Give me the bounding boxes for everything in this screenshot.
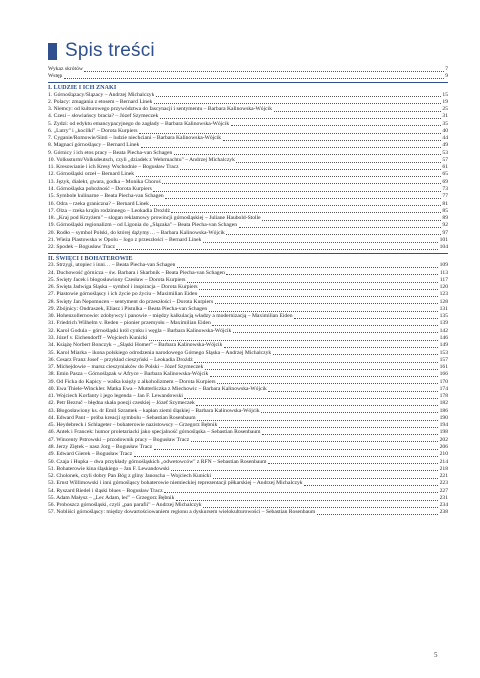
toc-entry[interactable]	[48, 171, 448, 178]
toc-entry-page: 117	[439, 276, 448, 283]
toc-entry-page: 104	[439, 244, 448, 251]
dot-leader	[156, 96, 441, 97]
toc-entry-page: 128	[439, 298, 448, 305]
toc-entry[interactable]	[48, 313, 448, 320]
dot-leader	[141, 147, 441, 148]
toc-entry-title: 52. Cholonek, czyli dobry Pan Bóg z gliny Janoscha – Wojciech Kunicki	[48, 473, 212, 480]
dot-leader	[176, 500, 438, 501]
toc-entry[interactable]	[48, 299, 448, 306]
toc-entry[interactable]	[48, 262, 448, 269]
toc-entry-title: 1. Górnoślązacy/Ślązacy – Andrzej Michalczyk	[48, 91, 155, 98]
dot-leader	[149, 340, 438, 341]
toc-entry-title: 39. Od Ficka do Kapicy – walka księży z alkoholizmem – Dorota Kurpiers	[48, 378, 216, 385]
toc-entry-title: 47. Wincenty Pstrowski – przodownik pracy – Bogusław Tracz	[48, 436, 190, 443]
toc-entry[interactable]	[48, 444, 448, 451]
toc-entry[interactable]	[48, 335, 448, 342]
dot-leader	[199, 296, 438, 297]
toc-entry-title: 45. Heydebreck i Schlageter – bohaterowie nazistowscy – Grzegorz Bębnik	[48, 422, 218, 429]
toc-entry[interactable]	[48, 400, 448, 407]
toc-entry[interactable]	[48, 164, 448, 171]
toc-entry-title: 32. Karol Godula – górnośląski król cynku i węgla – Barbara Kalinowska-Wójcik	[48, 327, 232, 334]
toc-entry[interactable]	[48, 284, 448, 291]
toc-entry[interactable]	[48, 215, 448, 222]
toc-entry-title: 30. Hohenzollernowie: zdobywcy i panowie – między kalkulacją władzy a modernizacją – Maximilian Eiden	[48, 313, 293, 320]
toc-entry-page: 166	[439, 371, 448, 378]
dot-leader	[64, 78, 444, 79]
section-rule	[48, 253, 448, 254]
toc-entry[interactable]	[48, 201, 448, 208]
toc-entry-title: 35. Karol Miarka – ikona polskiego odrodzenia narodowego Górnego Śląska – Andrzej Michalczyk	[48, 349, 272, 356]
dot-leader	[223, 140, 441, 141]
toc-entry-title: 50. Czaja i Hupka – dwa przykłady górnośląskich „odwetowców" z RFN – Sebastian Rosenbaum	[48, 458, 267, 465]
toc-entry[interactable]	[48, 237, 448, 244]
toc-entry-title: 44. Edward Pant – próba kreacji symbolu – Sebastian Rosenbaum	[48, 414, 196, 421]
title-accent-bar	[48, 43, 57, 60]
dot-leader	[165, 198, 441, 199]
dot-leader	[261, 412, 438, 413]
toc-entry-page: 223	[439, 480, 448, 487]
toc-entry-page: 65	[442, 171, 448, 178]
toc-entry[interactable]	[48, 244, 448, 251]
toc-entry-page: 234	[439, 502, 448, 509]
dot-leader	[116, 249, 438, 250]
toc-entry-title: 9. Górnicy i ich etos pracy – Beata Piecha-van Schagen	[48, 149, 173, 156]
toc-entry-page: 123	[439, 291, 448, 298]
toc-entry-title: 41. Wojciech Korfanty i jego legenda – Jan F. Lewandowski	[48, 393, 183, 400]
toc-entry-page: 190	[439, 414, 448, 421]
toc-entry-page: 186	[439, 407, 448, 414]
toc-entry-page: 53	[442, 149, 448, 156]
toc-entry-page: 174	[439, 385, 448, 392]
toc-entry[interactable]	[48, 429, 448, 436]
toc-entry[interactable]	[48, 379, 448, 386]
toc-entry-page: 146	[439, 335, 448, 342]
dot-leader	[262, 434, 438, 435]
toc-entry-title: 19. Górnośląski regionalizm – od Ligonia do „Ślązaka" – Beata Piecha-van Schagen	[48, 222, 237, 229]
toc-entry-page: 109	[439, 262, 448, 269]
toc-entry-page: 73	[442, 185, 448, 192]
toc-entry-page: 9	[445, 73, 448, 80]
toc-entry-title: 28. Święty Jan Nepomucen – sentyment do przeszłości – Dorota Kurpiers	[48, 298, 214, 305]
toc-entry[interactable]	[48, 393, 448, 400]
dot-leader	[239, 227, 441, 228]
toc-entry-page: 157	[439, 356, 448, 363]
dot-leader	[205, 369, 438, 370]
dot-leader	[233, 332, 438, 333]
toc-entry-page: 15	[442, 91, 448, 98]
toc-entry-title: 46. Antek i Francek: humor proletariacki jako specjalność górnośląska – Sebastian Rosenbaum	[48, 429, 261, 436]
toc-entry-page: 81	[442, 200, 448, 207]
toc-entry[interactable]	[48, 128, 448, 135]
dot-leader	[217, 383, 438, 384]
toc-entry-title: Wykaz skrótów	[48, 65, 83, 72]
toc-entry-page: 31	[442, 113, 448, 120]
dot-leader	[150, 205, 440, 206]
toc-entry[interactable]	[48, 157, 448, 164]
dot-leader	[177, 267, 438, 268]
toc-entry-title: 24. Duchowość górnicza – św. Barbara i Skarbnik – Beata Piecha-van Schagen	[48, 269, 225, 276]
toc-entry-title: 38. Emin Pasza – Górnoślązak w Afryce – Barbara Kalinowska-Wójcik	[48, 371, 209, 378]
toc-entry-page: 198	[439, 429, 448, 436]
toc-entry-title: 57. Nobliści górnośląscy: między dowartościowaniem regionu a dyskursem wielokulturowości – Sebastian Rosenbaum	[48, 509, 316, 516]
toc-entry-title: 34. Książę Norbert Bonczyk – „Śląski Homer" – Barbara Kalinowska-Wójcik	[48, 342, 223, 349]
toc-entry[interactable]	[48, 357, 448, 364]
toc-page	[48, 40, 448, 517]
toc-entry-title: 11. Kresowianie i ich Kresy Wschodnie – Bogusław Tracz	[48, 164, 179, 171]
toc-entry-title: 36. Cesarz Franz Josef – przykład cieszyński – Leokadia Drożdż	[48, 356, 193, 363]
toc-entry[interactable]	[48, 371, 448, 378]
toc-entry[interactable]	[48, 495, 448, 502]
dot-leader	[231, 125, 441, 126]
toc-entry-title: 55. Adam Małysz – „Lec Adam, leć" – Grzegorz Bębnik	[48, 494, 175, 501]
dot-leader	[226, 234, 441, 235]
toc-entry-page: 57	[442, 156, 448, 163]
toc-entry[interactable]	[48, 222, 448, 229]
toc-entry-title: 8. Magnaci górnośląscy – Bernard Linek	[48, 142, 140, 149]
toc-entry-title: 4. Czesi – słowiańscy bracia? – Józef Szymeczek	[48, 113, 159, 120]
toc-entry[interactable]	[48, 408, 448, 415]
toc-entry-title: 20. Rodło – symbol Polski, do której dążymy… – Barbara Kalinowska-Wójcik	[48, 229, 225, 236]
toc-entry[interactable]	[48, 364, 448, 371]
toc-entry-title: 18. „Kraj pod Krzyżem" – slogan reklamowy prowincji górnośląskiej – Juliane Haubold-Stolle	[48, 215, 261, 222]
toc-entry-title: 42. Petr Bezruč – błędna skała poezji czeskiej – Józef Szymeczek	[48, 400, 195, 407]
dot-leader	[203, 507, 438, 508]
section-heading: II. ŚWIĘCI I BOHATEROWIE	[48, 255, 133, 263]
toc-entry-title: 2. Polacy: zmagania z etosem – Bernard Linek	[48, 98, 153, 105]
toc-entry[interactable]	[48, 480, 448, 487]
dot-leader	[184, 398, 438, 399]
dot-leader	[162, 183, 441, 184]
toc-entry[interactable]	[48, 208, 448, 215]
dot-leader	[219, 427, 438, 428]
toc-entry-page: 231	[439, 494, 448, 501]
toc-entry[interactable]	[48, 509, 448, 516]
toc-entry-page: 101	[439, 236, 448, 243]
toc-entry-page: 142	[439, 327, 448, 334]
toc-entry-title: 7. Cyganie/Romowie/Sinti – ludzie niechciani – Barbara Kalinowska-Wójcik	[48, 135, 222, 142]
toc-entry-title: 21. Wieża Piastowska w Opolu – logo z przeszłości – Bernard Linek	[48, 236, 202, 243]
toc-entry-page: 77	[442, 193, 448, 200]
toc-entry-title: 25. Święty Jacek i błogosławiony Czesław – Dorota Kurpiers	[48, 276, 186, 283]
toc-entry-title: 13. Język, dialekt, gwara, godka – Monika Choroś	[48, 178, 161, 185]
toc-entry-title: 29. Zbójnicy: Ondraszek, Eliasz i Pistulka – Beata Piecha-van Schagen	[48, 305, 208, 312]
front-matter-list	[48, 66, 448, 81]
dot-leader	[154, 449, 438, 450]
dot-leader	[212, 325, 438, 326]
dot-leader	[187, 282, 438, 283]
dot-leader	[209, 311, 438, 312]
toc-entry[interactable]	[48, 270, 448, 277]
section-heading: I. LUDZIE I ICH ZNAKI	[48, 84, 117, 92]
dot-leader	[213, 478, 439, 479]
toc-entry-page: 85	[442, 207, 448, 214]
dot-leader	[203, 242, 438, 243]
dot-leader	[304, 485, 438, 486]
section-header	[48, 252, 448, 262]
toc-entry-page: 35	[442, 120, 448, 127]
toc-entry-page: 218	[439, 465, 448, 472]
toc-entry-page: 194	[439, 422, 448, 429]
toc-entry-title: 56. Proboszcz górnośląski, czyli „pan parafii" – Andrzej Michalczyk	[48, 502, 202, 509]
dot-leader	[224, 347, 438, 348]
toc-entry-page: 61	[442, 164, 448, 171]
toc-entry[interactable]	[48, 291, 448, 298]
toc-entry-page: 227	[439, 487, 448, 494]
toc-entry-title: 14. Górnośląska pobożność – Dorota Kurpiers	[48, 185, 152, 192]
toc-entry-title: 22. Spodek – Bogusław Tracz	[48, 244, 115, 251]
toc-entry-page: 170	[439, 378, 448, 385]
toc-entry[interactable]	[48, 415, 448, 422]
toc-entry-title: 51. Bohaterowie kina śląskiego – Jan F. Lewandowski	[48, 465, 170, 472]
toc-entry[interactable]	[48, 277, 448, 284]
toc-entry-page: 131	[439, 305, 448, 312]
dot-leader	[164, 492, 438, 493]
toc-section	[48, 252, 448, 516]
toc-entry[interactable]	[48, 106, 448, 113]
toc-entry-title: 40. Ewa Thiele-Winckler. Matka Ewa – Mutterliczka z Miechowic – Barbara Kalinowska-Wójcik	[48, 385, 267, 392]
toc-entry-title: 5. Żydzi: od edyktu emancypacyjnego do zagłady – Barbara Kalinowska-Wójcik	[48, 120, 230, 127]
toc-entry[interactable]	[48, 150, 448, 157]
section-header	[48, 82, 448, 92]
dot-leader	[160, 118, 441, 119]
toc-entry-title: 48. Jerzy Ziętek – nasz Jorg – Bogusław Tracz	[48, 444, 153, 450]
dot-leader	[268, 391, 438, 392]
toc-entry[interactable]	[48, 121, 448, 128]
dot-leader	[268, 463, 438, 464]
toc-entry-title: 33. Józef v. Eichendorff – Wojciech Kunicki	[48, 335, 148, 342]
dot-leader	[215, 303, 438, 304]
toc-entry[interactable]	[48, 135, 448, 142]
dot-leader	[210, 376, 438, 377]
toc-entry[interactable]	[48, 473, 448, 480]
toc-entry-page: 149	[439, 342, 448, 349]
toc-entry[interactable]	[48, 350, 448, 357]
toc-entry-title: 16. Odra – rzeka graniczna? – Bernard Linek	[48, 200, 149, 207]
toc-sections	[48, 82, 448, 517]
toc-entry-title: 37. Michejdowie – marsz cieszyniaków do Polski – Józef Szymeczek	[48, 364, 204, 371]
toc-entry[interactable]	[48, 459, 448, 466]
toc-entry[interactable]	[48, 142, 448, 149]
dot-leader	[136, 176, 441, 177]
toc-entry-page: 19	[442, 98, 448, 105]
toc-entry-page: 214	[439, 458, 448, 465]
dot-leader	[199, 289, 438, 290]
toc-entry-page: 135	[439, 313, 448, 320]
dot-leader	[196, 405, 438, 406]
toc-entry-page: 221	[439, 473, 448, 480]
dot-leader	[153, 191, 441, 192]
toc-entry-title: Wstęp	[48, 73, 63, 80]
toc-entry[interactable]	[48, 306, 448, 313]
toc-entry[interactable]	[48, 186, 448, 193]
dot-leader	[294, 318, 438, 319]
toc-entry-page: 178	[439, 393, 448, 400]
dot-leader	[274, 111, 441, 112]
front-matter-entry[interactable]	[48, 66, 448, 73]
toc-entry-title: 3. Niemcy: od kulturowego przywództwa do fascynacji i sentymentu – Barbara Kalinowska-Wójcik	[48, 106, 272, 113]
toc-entry-title: 17. Olza – rzeka krajin rodzinnego – Leokadia Drożdż	[48, 207, 170, 214]
dot-leader	[262, 220, 441, 221]
toc-entry-title: 54. Ryszard Riedel i śląski blues – Bogusław Tracz	[48, 487, 163, 494]
toc-entry[interactable]	[48, 92, 448, 99]
dot-leader	[139, 133, 441, 134]
toc-entry-page: 182	[439, 400, 448, 407]
dot-leader	[273, 354, 438, 355]
toc-entry[interactable]	[48, 488, 448, 495]
toc-entry[interactable]	[48, 422, 448, 429]
toc-entry-page: 25	[442, 106, 448, 113]
title-row	[48, 40, 448, 62]
toc-entry[interactable]	[48, 466, 448, 473]
toc-entry-title: 49. Edward Gierek – Bogusław Tracz	[48, 451, 133, 458]
toc-entry-page: 92	[442, 222, 448, 229]
toc-entry-page: 97	[442, 229, 448, 236]
toc-entry[interactable]	[48, 451, 448, 458]
dot-leader	[174, 154, 441, 155]
toc-entry-page: 153	[439, 349, 448, 356]
toc-entry-title: 53. Ernst Willimowski i inni górnośląscy bohaterowie niemieckiej reprezentacji piłkarskiej – Andrzej Michalczyk	[48, 480, 303, 487]
dot-leader	[171, 470, 438, 471]
toc-entry[interactable]	[48, 179, 448, 186]
toc-entry-title: 23. Strzygi, utopiec i inni… – Beata Piecha-van Schagen	[48, 262, 176, 269]
front-matter-entry[interactable]	[48, 73, 448, 80]
page-number: 5	[434, 651, 438, 659]
dot-leader	[194, 362, 438, 363]
section-rule	[48, 82, 448, 83]
dot-leader	[134, 456, 438, 457]
toc-entry-title: 26. Święta Jadwiga Śląska – symbol i inspiracja – Dorota Kurpiers	[48, 284, 198, 291]
toc-entry-title: 43. Błogosławiony ks. dr Emil Szramek – kapłan ziemi śląskiej – Barbara Kalinowska-Wójcik	[48, 407, 260, 414]
dot-leader	[191, 441, 438, 442]
toc-entry-page: 40	[442, 127, 448, 134]
toc-entry-page: 202	[439, 436, 448, 443]
toc-entry-title: 10. Volkssturm/Volksdeutsch, czyli „dziadek z Wehrmachtu" – Andrzej Michalczyk	[48, 156, 235, 163]
dot-leader	[197, 420, 438, 421]
toc-entry-title: 6. „Lutry" i „kocilki" – Dorota Kurpiers	[48, 127, 138, 134]
toc-entry[interactable]	[48, 437, 448, 444]
toc-entry-title: 27. Piastowie górnośląscy i ich życie po życiu – Maximilian Eiden	[48, 291, 198, 298]
toc-entry[interactable]	[48, 342, 448, 349]
toc-entry[interactable]	[48, 502, 448, 509]
toc-entry-page: 161	[439, 364, 448, 371]
toc-entry-page: 89	[442, 215, 448, 222]
toc-entry-page: 238	[439, 509, 448, 516]
toc-entry[interactable]	[48, 321, 448, 328]
toc-entry-page: 139	[439, 320, 448, 327]
page-title: Spis treści	[65, 40, 155, 61]
dot-leader	[236, 162, 441, 163]
toc-entry[interactable]	[48, 99, 448, 106]
dot-leader	[154, 103, 441, 104]
toc-entry-title: 12. Górnośląski orzeł – Bernard Linek	[48, 171, 135, 178]
toc-entry-title: 15. Symbole kulinarne – Beata Piecha-van Schagen	[48, 193, 164, 200]
toc-entry[interactable]	[48, 386, 448, 393]
toc-entry-page: 206	[439, 444, 448, 450]
toc-entry-page: 7	[445, 65, 448, 72]
toc-entry[interactable]	[48, 113, 448, 120]
toc-section	[48, 82, 448, 252]
toc-entry-page: 44	[442, 135, 448, 142]
toc-entry-page: 49	[442, 142, 448, 149]
toc-entry-title: 31. Friedrich Wilhelm v. Reden – pionier przemysłu – Maximilian Eiden	[48, 320, 211, 327]
toc-entry[interactable]	[48, 193, 448, 200]
toc-entry[interactable]	[48, 230, 448, 237]
toc-entry-page: 69	[442, 178, 448, 185]
toc-entry-page: 113	[439, 269, 448, 276]
toc-entry[interactable]	[48, 328, 448, 335]
toc-entry-page: 120	[439, 284, 448, 291]
dot-leader	[226, 274, 438, 275]
toc-entry-page: 210	[439, 451, 448, 458]
dot-leader	[84, 71, 443, 72]
dot-leader	[317, 514, 438, 515]
dot-leader	[171, 212, 440, 213]
dot-leader	[180, 169, 441, 170]
